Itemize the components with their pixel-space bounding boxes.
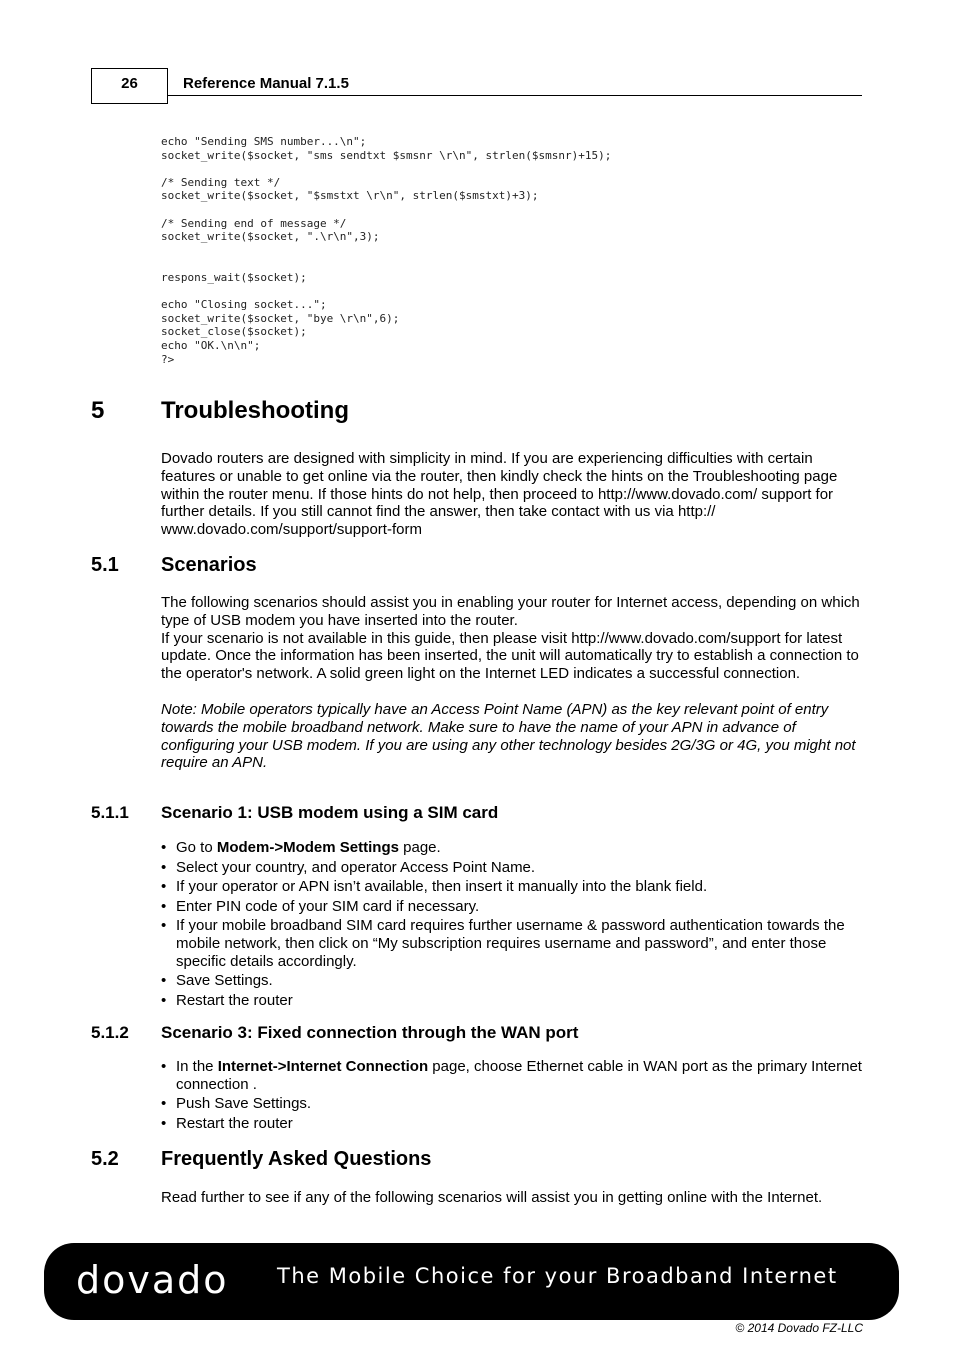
list-item-text: page. xyxy=(398,839,441,856)
list-item: • If your mobile broadband SIM card requires further username & password authentication towards the mobile network, then click on “My subscription requires username and password”, and enter those specific details accordingly. xyxy=(161,917,863,970)
section-5-1-para-2: If your scenario is not available in this guide, then please visit http://www.dovado.com/support for latest update. Once the information has been inserted, the unit will automatically try to establish a connection to the operator's network. A solid green light on the Internet LED indicates a successful connection. xyxy=(161,629,859,683)
section-5-1-1-list-container xyxy=(161,839,863,1011)
section-5-1-2-number: 5.1.2 xyxy=(91,1023,129,1042)
section-5-2-number: 5.2 xyxy=(91,1148,119,1170)
list-item: • Restart the router xyxy=(161,992,863,1010)
section-5-1-2-list xyxy=(161,1058,863,1132)
section-5-1-1-title: Scenario 1: USB modem using a SIM card xyxy=(161,803,499,822)
section-5-2-title: Frequently Asked Questions xyxy=(161,1148,432,1170)
section-5-1-2-list-container xyxy=(161,1058,863,1134)
list-item xyxy=(161,839,863,857)
list-item-text: page, choose Ethernet cable in WAN port as the primary Internet connection . xyxy=(176,1058,862,1093)
section-5-intro xyxy=(161,450,863,539)
dovado-logo: dovado xyxy=(76,1258,229,1302)
section-5-1-1-list xyxy=(161,839,863,1009)
footer-tagline: The Mobile Choice for your Broadband Internet xyxy=(277,1264,838,1288)
section-5-number: 5 xyxy=(91,397,105,424)
list-item: • Select your country, and operator Access Point Name. xyxy=(161,859,863,877)
section-5-1-para-1: The following scenarios should assist you in enabling your router for Internet access, depending on which type of USB modem you have inserted into the router. xyxy=(161,594,860,629)
menu-path: Modem->Modem Settings xyxy=(216,839,399,856)
list-item: • Push Save Settings. xyxy=(161,1095,863,1113)
section-5-2-intro: Read further to see if any of the following scenarios will assist you in getting online with the Internet. xyxy=(161,1189,823,1206)
list-item: • Save Settings. xyxy=(161,972,863,990)
section-5-1-title: Scenarios xyxy=(161,554,257,576)
header-title: Reference Manual 7.1.5 xyxy=(183,75,349,92)
list-item: • Restart the router xyxy=(161,1115,863,1133)
list-item-text: Go to xyxy=(176,839,217,856)
list-item xyxy=(161,1058,863,1093)
list-item: • Enter PIN code of your SIM card if necessary. xyxy=(161,898,863,916)
section-5-1-2-title: Scenario 3: Fixed connection through the WAN port xyxy=(161,1023,579,1042)
section-5-1-number: 5.1 xyxy=(91,554,119,576)
menu-path: Internet->Internet Connection xyxy=(217,1058,429,1075)
copyright: © 2014 Dovado FZ-LLC xyxy=(735,1321,863,1335)
section-5-title: Troubleshooting xyxy=(161,397,349,424)
section-5-1-1-number: 5.1.1 xyxy=(91,803,129,822)
header-rule xyxy=(168,95,862,96)
code-block: echo "Sending SMS number...\n"; socket_write($socket, "sms sendtxt $smsnr \r\n", strlen($smsnr)+15); /* Sending text */ socket_write($socket, "$smstxt \r\n", strlen($smstxt)+3); /* Sending end of message */ socket_write($socket, ".\r\n",3); respons_wait($socket); echo "Closing socket..."; socket_write($socket, "bye \r\n",6); socket_close($socket); echo "OK.\n\n"; ?> xyxy=(161,135,612,366)
section-5-2-body xyxy=(161,1189,863,1207)
section-5-1-note: Note: Mobile operators typically have an Access Point Name (APN) as the key relevant point of entry towards the mobile broadband network. Make sure to have the name of your APN in advance of configuring your USB modem. If you are using any other technology besides 2G/3G or 4G, you might not require an APN. xyxy=(161,700,856,772)
list-item: • If your operator or APN isn’t available, then insert it manually into the blank field. xyxy=(161,878,863,896)
section-5-intro-text: Dovado routers are designed with simplicity in mind. If you are experiencing difficulties with certain features or unable to get online via the router, then kindly check the hints on the Troubleshooting page within the router menu. If those hints do not help, then proceed to http://www.dovado.com/ support for further details. If you still cannot find the answer, then take contact with us via http:// www.dovado.com/support/support-form xyxy=(161,450,838,539)
page-number: 26 xyxy=(91,68,168,104)
list-item-text: In the xyxy=(176,1058,218,1075)
section-5-1-body xyxy=(161,594,863,772)
